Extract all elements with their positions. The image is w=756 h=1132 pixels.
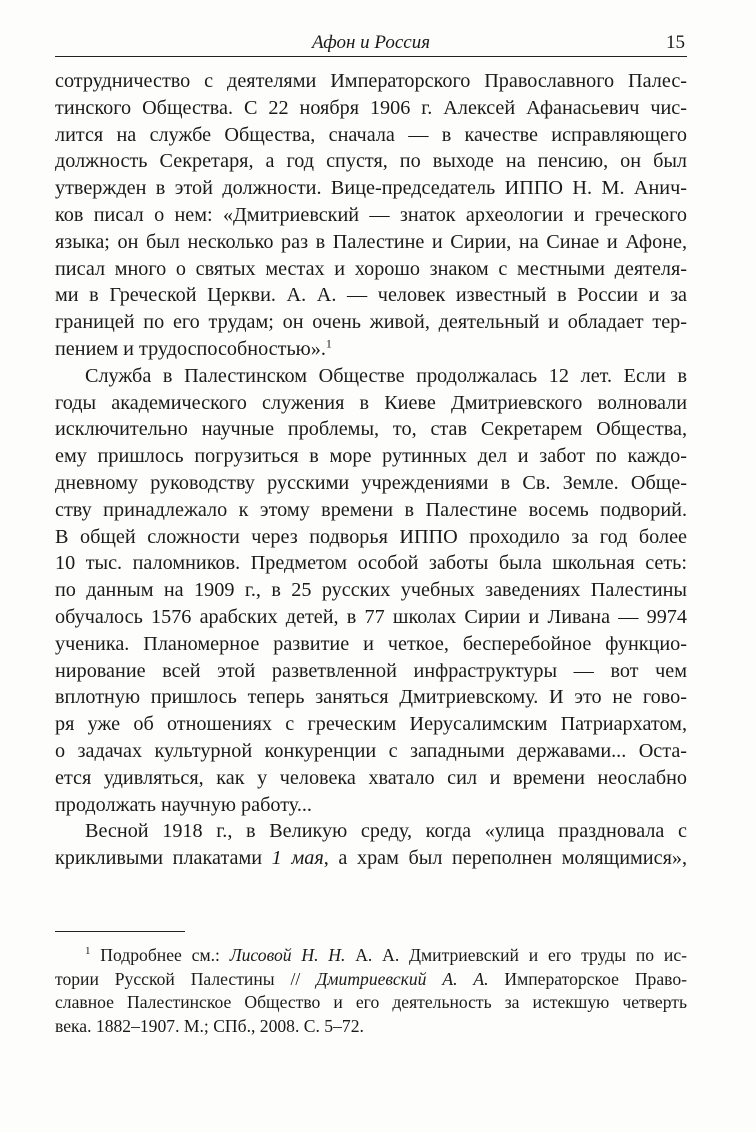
text-line: сотрудничество с деятелями Императорского Православного Палес- — [55, 70, 687, 92]
text-line: писал много о святых местах и хорошо знаком с местными деятеля- — [55, 257, 687, 280]
text-line: исключительно научные проблемы, то, став Секретарем Общества, — [55, 418, 687, 441]
footnote-ref[interactable]: 1 — [325, 336, 332, 351]
text-line: ется удивляться, как у человека хватало сил и времени неослабно — [55, 766, 687, 789]
text-line — [55, 845, 687, 872]
text-line-content: пением и трудоспособностью». — [55, 337, 326, 360]
text-line: должность Секретаря, а год спустя, по выходе на пенсию, он был — [55, 150, 687, 173]
author-name: Лисовой Н. Н. — [229, 945, 346, 965]
footnote-marker: 1 — [85, 945, 91, 958]
text-line: вплотную пришлось теперь заняться Дмитриевскому. И это не гово- — [55, 686, 687, 709]
italic-date: 1 мая — [271, 847, 324, 870]
running-title: Афон и Россия — [311, 32, 431, 53]
text-line: ученика. Планомерное развитие и четкое, бесперебойное функцио- — [55, 632, 687, 655]
footnote-divider — [55, 931, 185, 932]
footnote-line — [55, 968, 687, 992]
page-number: 15 — [666, 32, 685, 53]
footnote-line — [55, 944, 687, 968]
footnote-line: славное Палестинское Общество и его деятельность за истекшую четверть — [55, 992, 687, 1012]
footnote — [55, 944, 687, 1038]
text-line: ству принадлежало к этому времени в Палестине восемь подворий. — [55, 498, 687, 521]
text-fragment: Императорское Право- — [488, 968, 687, 989]
text-line: обучалось 1576 арабских детей, в 77 школах Сирии и Ливана — 9974 — [55, 605, 687, 628]
paragraph-2 — [55, 363, 687, 819]
text-line: утвержден в этой должности. Вице-председатель ИППО Н. М. Анич- — [55, 177, 687, 200]
text-line: ему пришлось погрузиться в море рутинных дел и забот по каждо- — [55, 445, 687, 468]
text-line: тинского Общества. С 22 ноября 1906 г. Алексей Афанасьевич чис- — [55, 96, 687, 119]
text-fragment: , а храм был переполнен молящимися», — [323, 847, 687, 870]
text-line: ря уже об отношениях с греческим Иерусалимским Патриархатом, — [55, 713, 687, 736]
text-line: о задачах культурной конкуренции с западными державами... Оста- — [55, 739, 687, 762]
text-fragment: Подробнее см.: — [90, 945, 230, 965]
running-header — [55, 28, 687, 57]
text-line: В общей сложности через подворья ИППО проходило за год более — [55, 525, 687, 548]
footnote-line: века. 1882–1907. М.; СПб., 2008. С. 5–72. — [55, 1015, 364, 1036]
text-line-last: продолжать научную работу... — [55, 793, 312, 816]
text-line: границей по его трудам; он очень живой, деятельный и обладает тер- — [55, 311, 687, 334]
text-line: языка; он был несколько раз в Палестине и Сирии, на Синае и Афоне, — [55, 230, 687, 253]
author-name: Дмитриевский А. А. — [316, 968, 489, 989]
text-line: годы академического служения в Киеве Дмитриевского волновали — [55, 391, 687, 414]
main-text — [55, 68, 687, 872]
text-line: лится на службе Общества, сначала — в качестве исправляющего — [55, 123, 687, 146]
text-line: 10 тыс. паломников. Предметом особой заботы была школьная сеть: — [55, 552, 687, 575]
paragraph-3 — [55, 818, 687, 872]
text-fragment: А. А. Дмитриевский и его труды по ис- — [345, 945, 687, 965]
text-line-last — [55, 336, 687, 363]
text-line: нирование всей этой разветвленной инфраструктуры — вот чем — [55, 659, 687, 682]
text-line: Служба в Палестинском Обществе продолжалась 12 лет. Если в — [85, 364, 687, 387]
paragraph-1 — [55, 68, 687, 363]
text-line: ми в Греческой Церкви. А. А. — человек известный в России и за — [55, 284, 687, 307]
text-line: по данным на 1909 г., в 25 русских учебных заведениях Палестины — [55, 579, 687, 602]
text-line: Весной 1918 г., в Великую среду, когда «улица праздновала с — [85, 820, 687, 843]
text-line: ков писал о нем: «Дмитриевский — знаток археологии и греческого — [55, 203, 687, 226]
text-line: дневному руководству русскими учреждениями в Св. Земле. Обще- — [55, 471, 687, 494]
text-fragment: тории Русской Палестины // — [55, 968, 317, 989]
text-fragment: крикливыми плакатами — [55, 847, 272, 870]
